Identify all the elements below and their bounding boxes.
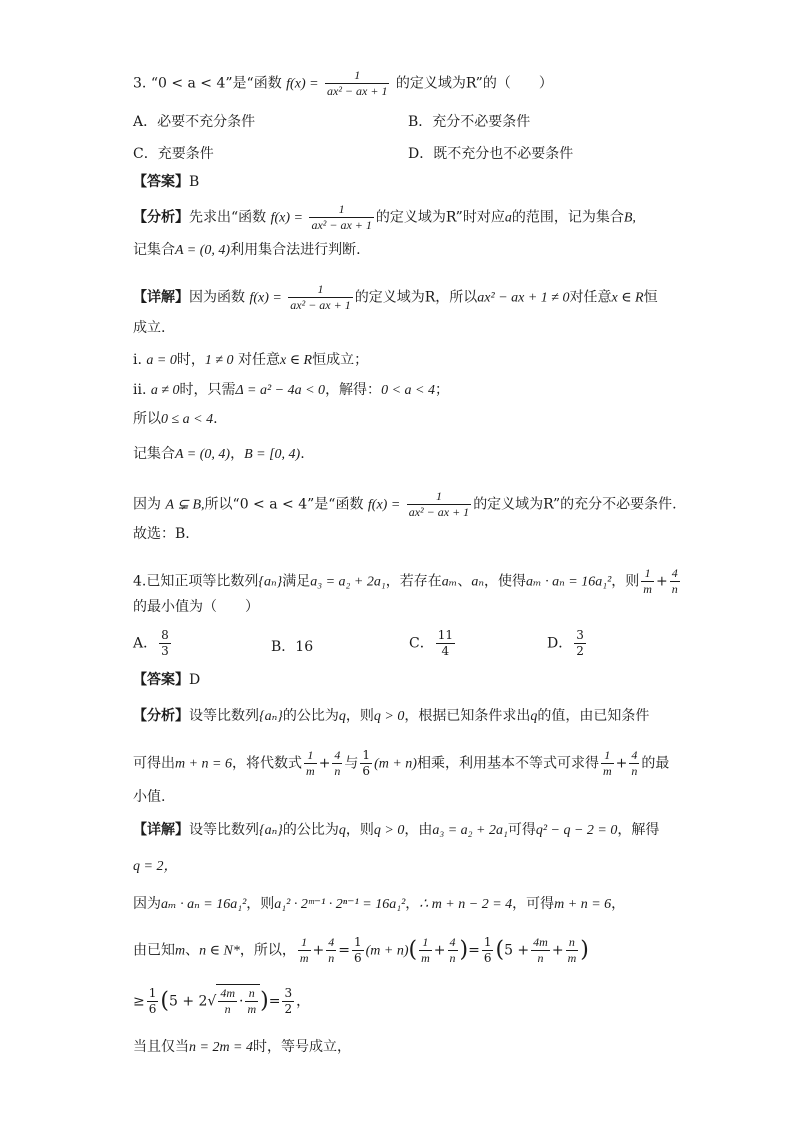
q4-stem-plus: + xyxy=(655,573,668,590)
q3-detail-inequality: ax² − ax + 1 ≠ 0 xyxy=(477,290,570,306)
q4-known-frac4-den: n xyxy=(449,951,456,965)
q4-known-frac3 xyxy=(419,935,432,966)
q4-detail-seq: {aₙ} xyxy=(259,823,283,838)
q4-known-close-paren2: ) xyxy=(580,937,589,963)
q4-option-d xyxy=(547,628,588,659)
q3-set-text-a: 记集合 xyxy=(133,446,175,462)
q4-analysis-text-b: 的公比为 xyxy=(282,708,339,724)
q4-analysis-text-g: 的值，由已知条件 xyxy=(537,708,650,724)
q4-stem-text-d: 、 xyxy=(457,573,472,590)
q4-ineq-n-den: m xyxy=(247,1002,257,1016)
q3-case-ii-discriminant: Δ = a² − 4a < 0 xyxy=(235,383,326,398)
q4-known-sixth2-num: 1 xyxy=(483,935,492,949)
q3-because-frac-num: 1 xyxy=(407,489,471,505)
q3-detail-fraction xyxy=(288,282,352,313)
q3-case-ii-cond: a ≠ 0 xyxy=(150,383,180,398)
q3-analysis-line1 xyxy=(133,202,636,233)
q4-analysis-seq: {aₙ} xyxy=(259,709,283,724)
q4-known-five: 5 + xyxy=(504,942,530,959)
q3-analysis-frac-den: ax² − ax + 1 xyxy=(311,218,372,232)
q3-case-i-ineq: 1 ≠ 0 xyxy=(204,353,234,368)
q3-set-line xyxy=(133,447,305,462)
q4-frac1-den: m xyxy=(643,582,652,596)
q4-analysis2-frac2-num: 4 xyxy=(334,748,341,762)
q4-known-n-num: n xyxy=(566,935,579,951)
q4-stem xyxy=(133,566,682,597)
q4-known-n-natural: n ∈ N* xyxy=(199,943,240,959)
q3-case-ii-text-e: ，解得： xyxy=(325,382,382,398)
q3-answer-tag: 【答案】 xyxy=(133,174,189,190)
q4-analysis2-frac1-num: 1 xyxy=(304,748,317,764)
q4-analysis2-sum-paren: (m + n) xyxy=(374,756,417,772)
q3-because-line xyxy=(133,489,677,520)
q4-known-open-paren2: ( xyxy=(495,937,505,963)
q3-so-text-a: 所以 xyxy=(133,411,161,427)
q4-stem-frac2 xyxy=(670,566,680,597)
q3-so-text-c: . xyxy=(213,411,218,427)
q4-option-a xyxy=(133,628,173,659)
q4-detail-q: q xyxy=(338,823,346,838)
q3-analysis-text-a: 先求出“函数 xyxy=(189,209,267,226)
q4-known-frac2 xyxy=(326,935,336,966)
q3-case-i-text-g: 恒成立； xyxy=(312,352,369,368)
q4-ineq-sixth-num: 1 xyxy=(148,986,157,1000)
q3-case-ii-label: ii. xyxy=(133,382,147,398)
q3-frac-num: 1 xyxy=(325,68,389,84)
q4-option-c-den: 4 xyxy=(441,644,450,658)
q4-because-text-i: ， xyxy=(611,896,626,912)
q4-ineq-result xyxy=(282,986,294,1017)
q4-stem-an: aₙ xyxy=(471,574,485,590)
q4-inequality-line xyxy=(133,984,310,1017)
q4-detail-text-e: ，由 xyxy=(404,822,433,838)
q4-analysis2-sixth-num: 1 xyxy=(362,748,371,762)
q4-ineq-comma: ， xyxy=(296,993,311,1010)
q4-analysis2-frac-sixth xyxy=(360,748,372,779)
q3-set-text-c: ， xyxy=(230,446,245,462)
q4-known-frac2-num: 4 xyxy=(328,935,335,949)
q4-when-text-c: 时，等号成立， xyxy=(253,1039,352,1055)
q3-stem-text-b: 的定义域为R”的（ ） xyxy=(395,75,553,92)
q3-analysis2-text-b: 利用集合法进行判断. xyxy=(230,242,361,258)
q4-detail-cond: a₃ = a₂ + 2a₁ xyxy=(432,823,508,838)
q3-because-fraction xyxy=(407,489,471,520)
q4-analysis-text-a: 设等比数列 xyxy=(189,708,259,724)
q4-stem-text-f: ，则 xyxy=(611,573,640,590)
q3-detail-line2: 成立. xyxy=(133,320,166,336)
q4-known-sixth-den: 6 xyxy=(353,951,362,965)
q4-because-text-a: 因为 xyxy=(133,896,161,912)
q4-analysis2-text-g: 的最 xyxy=(641,755,670,772)
q4-detail-line2: q = 2， xyxy=(133,859,178,874)
q4-stem-text-a: 已知正项等比数列 xyxy=(146,573,259,590)
q3-option-b: B．充分不必要条件 xyxy=(408,114,531,130)
q4-answer-value: D xyxy=(189,672,201,688)
q3-case-ii-text-g: ； xyxy=(434,382,449,398)
q4-known-frac-4m-n xyxy=(531,935,550,966)
q4-known-frac1-num: 1 xyxy=(298,935,311,951)
q4-detail-text-c: ，则 xyxy=(345,822,374,838)
q4-ineq-open-paren: ( xyxy=(160,988,169,1014)
q4-analysis2-frac4-num: 4 xyxy=(631,748,638,762)
q4-analysis2-frac2-den: n xyxy=(334,764,341,778)
q3-because-text-c: 所以“0 < a < 4”是“函数 xyxy=(204,496,364,513)
q4-ineq-close-paren: ) xyxy=(260,988,269,1014)
q3-detail-line1 xyxy=(133,282,658,313)
q4-stem-text-e: ，使得 xyxy=(484,573,527,590)
q3-because-subset: A ⊊ B, xyxy=(165,497,205,513)
q3-detail-text-b: 的定义域为R，所以 xyxy=(354,289,478,306)
q4-analysis2-frac3 xyxy=(601,748,614,779)
q4-frac2-num: 4 xyxy=(671,566,678,580)
q4-analysis2-text-d: 与 xyxy=(344,755,359,772)
q3-analysis-frac-num: 1 xyxy=(309,202,373,218)
q4-ineq-sqrt-body xyxy=(216,984,260,1017)
q3-fraction xyxy=(325,68,389,99)
q3-option-c: C．充要条件 xyxy=(133,146,214,162)
q4-known-text-a: 由已知 xyxy=(133,942,175,959)
q4-known-sum: (m + n) xyxy=(365,943,409,959)
q3-set-text-e: . xyxy=(300,446,305,462)
q3-because-text-a: 因为 xyxy=(133,496,161,513)
q4-detail-q-positive: q > 0 xyxy=(373,823,405,838)
q4-known-close-paren: ) xyxy=(459,937,469,963)
q3-analysis-text-b: 的定义域为R”时对应 xyxy=(375,209,505,226)
q4-detail-equation: q² − q − 2 = 0 xyxy=(535,823,618,838)
q4-known-sixth xyxy=(352,935,364,966)
q4-known-plus: + xyxy=(312,942,325,959)
q3-detail-function: f(x) = xyxy=(249,290,282,306)
q4-option-d-label: D． xyxy=(547,635,573,652)
q3-function-expr: f(x) = xyxy=(286,76,319,92)
q4-known-frac1-den: m xyxy=(299,951,309,965)
q4-stem-text-b: 满足 xyxy=(282,573,311,590)
q4-because-text-c: ，则 xyxy=(246,896,275,912)
q4-option-a-num: 8 xyxy=(161,628,169,642)
q4-analysis-line3: 小值. xyxy=(133,789,166,805)
q4-analysis2-sixth-den: 6 xyxy=(362,764,371,778)
q4-answer-tag: 【答案】 xyxy=(133,672,189,688)
q4-stem-line2: 的最小值为（ ） xyxy=(133,599,259,615)
q4-known-n-den: m xyxy=(567,951,577,965)
q3-case-i-text-c: 时， xyxy=(176,352,205,368)
q4-stem-text-c: ，若存在 xyxy=(385,573,442,590)
q3-choose: 故选：B. xyxy=(133,526,190,542)
q3-detail-tag: 【详解】 xyxy=(133,289,189,306)
q4-analysis2-frac1 xyxy=(304,748,317,779)
q3-because-text-d: 的定义域为R”的充分不必要条件. xyxy=(473,496,677,513)
q4-analysis2-frac3-num: 1 xyxy=(601,748,614,764)
q4-because-product: aₘ · aₙ = 16a₁² xyxy=(161,897,247,912)
q4-stem-frac1 xyxy=(641,566,654,597)
q4-ineq-result-num: 3 xyxy=(284,986,293,1000)
q3-analysis-fraction xyxy=(309,202,373,233)
q4-detail-text-b: 的公比为 xyxy=(282,822,339,838)
q3-because-frac-den: ax² − ax + 1 xyxy=(408,505,470,519)
q3-case-i-text-e: 对任意 xyxy=(237,352,280,368)
q3-detail-text-a: 因为函数 xyxy=(189,289,245,306)
q4-analysis-text-e: ，根据已知条件求出 xyxy=(404,708,531,724)
q4-analysis2-frac4-den: n xyxy=(631,764,638,778)
q3-detail-text-d: 对任意 xyxy=(569,289,612,306)
q4-detail-text-a: 设等比数列 xyxy=(189,822,259,838)
q4-known-sixth2-den: 6 xyxy=(483,951,492,965)
q4-ineq-five-two: 5 + 2 xyxy=(168,993,208,1010)
q4-detail-line1 xyxy=(133,823,659,838)
q3-case-ii xyxy=(133,383,449,398)
q4-ineq-result-den: 2 xyxy=(284,1002,293,1016)
q4-known-frac-n-m xyxy=(566,935,579,966)
q3-case-i-label: i. xyxy=(133,352,142,368)
q4-known-m: m xyxy=(175,943,186,959)
q4-analysis-q2: q xyxy=(530,709,538,724)
q4-known-sixth-num: 1 xyxy=(353,935,362,949)
q4-analysis2-text-a: 可得出 xyxy=(133,755,175,772)
q4-known-4m-den: n xyxy=(537,951,544,965)
q4-known-frac4-num: 4 xyxy=(449,935,456,949)
q4-analysis-text-c: ，则 xyxy=(345,708,374,724)
q4-ineq-geq: ≥ xyxy=(133,993,145,1010)
q3-because-function: f(x) = xyxy=(367,497,401,513)
q3-analysis-set-b: B, xyxy=(623,210,636,226)
q4-frac1-num: 1 xyxy=(641,566,654,582)
q4-known-plus3: + xyxy=(551,942,564,959)
q4-known-eq3: = xyxy=(468,942,480,959)
q4-answer xyxy=(133,673,200,687)
q4-analysis-tag: 【分析】 xyxy=(133,708,189,724)
q4-known-open-paren: ( xyxy=(408,937,418,963)
q3-detail-frac-den: ax² − ax + 1 xyxy=(290,298,351,312)
q4-analysis-line1 xyxy=(133,709,649,724)
q4-option-c-label: C． xyxy=(409,635,434,652)
q4-option-c xyxy=(409,628,457,659)
q4-known-text-c: 、 xyxy=(185,942,200,959)
q3-so-range: 0 ≤ a < 4 xyxy=(161,412,214,427)
q3-case-ii-range: 0 < a < 4 xyxy=(381,383,435,398)
q3-analysis-function: f(x) = xyxy=(270,210,303,226)
q3-number: 3. xyxy=(133,75,147,92)
q4-known-sixth2 xyxy=(482,935,494,966)
q4-because-line xyxy=(133,897,625,912)
q4-analysis2-text-f: 相乘，利用基本不等式可求得 xyxy=(416,755,599,772)
q3-detail-domain: x ∈ R xyxy=(611,290,644,306)
q4-ineq-eq: = xyxy=(268,993,281,1010)
q4-number: 4. xyxy=(133,573,147,590)
q3-detail-text-f: 恒 xyxy=(643,289,658,306)
q4-analysis2-frac2 xyxy=(332,748,342,779)
q3-so-line xyxy=(133,412,218,427)
q4-stem-eq: aₘ · aₙ = 16a₁² xyxy=(526,574,612,590)
q4-stem-seq: {aₙ} xyxy=(258,574,283,590)
q4-ineq-frac-4m-n xyxy=(218,986,237,1017)
q4-known-plus2: + xyxy=(433,942,446,959)
q4-option-b: B．16 xyxy=(271,639,314,655)
q4-because-therefore: ∴ m + n − 2 = 4 xyxy=(419,897,513,912)
q4-because-text-e: ， xyxy=(405,896,420,912)
q4-known-4m-num: 4m xyxy=(533,935,548,949)
q3-analysis-tag: 【分析】 xyxy=(133,209,189,226)
q3-set-a: A = (0, 4) xyxy=(175,447,231,462)
q4-analysis-q: q xyxy=(338,709,346,724)
q4-analysis2-sum: m + n = 6 xyxy=(175,756,233,772)
q4-option-d-num: 3 xyxy=(576,628,584,642)
q4-analysis2-frac1-den: m xyxy=(306,764,315,778)
q3-set-b: B = [0, 4) xyxy=(244,447,301,462)
q4-analysis2-frac4 xyxy=(629,748,639,779)
q4-option-d-frac xyxy=(574,628,586,659)
q4-because-expand: a₁² · 2ᵐ⁻¹ · 2ⁿ⁻¹ = 16a₁² xyxy=(274,897,406,912)
q4-option-a-den: 3 xyxy=(161,644,169,658)
q4-when-line xyxy=(133,1040,351,1055)
q4-stem-cond: a₃ = a₂ + 2a₁ xyxy=(310,574,386,590)
q3-analysis2-text-a: 记集合 xyxy=(133,242,175,258)
q4-because-sum: m + n = 6 xyxy=(554,897,612,912)
q4-known-text-e: ，所以， xyxy=(239,942,296,959)
q4-analysis2-plus: + xyxy=(318,755,331,772)
q4-known-frac1 xyxy=(298,935,311,966)
q4-stem-am: aₘ xyxy=(441,574,458,590)
q4-known-frac3-den: m xyxy=(421,951,430,965)
q4-ineq-frac-n-m xyxy=(245,986,258,1017)
q3-detail-frac-num: 1 xyxy=(288,282,352,298)
q3-answer xyxy=(133,175,199,189)
q4-frac2-den: n xyxy=(671,582,678,596)
q4-when-cond: n = 2m = 4 xyxy=(189,1040,254,1055)
q4-detail-text-g: 可得 xyxy=(507,822,536,838)
q4-ineq-4m-den: n xyxy=(224,1002,231,1016)
q3-case-i xyxy=(133,353,368,368)
q4-option-d-den: 2 xyxy=(576,644,584,658)
q4-known-line xyxy=(133,935,589,966)
q4-known-frac4 xyxy=(448,935,458,966)
q3-frac-den: ax² − ax + 1 xyxy=(327,84,388,98)
q4-analysis2-text-c: ，将代数式 xyxy=(232,755,303,772)
q3-option-a: A．必要不充分条件 xyxy=(133,114,256,130)
q3-case-i-domain: x ∈ R xyxy=(279,353,313,368)
q4-option-a-label: A． xyxy=(133,635,158,652)
q4-known-eq1: = xyxy=(338,942,350,959)
q4-ineq-sixth xyxy=(147,986,159,1017)
q4-ineq-sixth-den: 6 xyxy=(148,1002,157,1016)
q3-case-i-cond: a = 0 xyxy=(146,353,177,368)
q4-analysis2-plus2: + xyxy=(615,755,628,772)
q4-analysis2-frac3-den: m xyxy=(602,764,612,778)
q4-because-text-g: ，可得 xyxy=(512,896,555,912)
q3-analysis-line2 xyxy=(133,243,361,258)
q4-analysis-line2 xyxy=(133,748,669,779)
q3-stem xyxy=(133,68,553,99)
q3-option-d: D．既不充分也不必要条件 xyxy=(408,146,574,162)
q3-stem-text-a: “0 < a < 4”是“函数 xyxy=(150,75,282,92)
q4-ineq-sqrt-sign: √ xyxy=(207,993,217,1010)
q3-analysis-text-d: 的范围，记为集合 xyxy=(511,209,624,226)
q3-answer-value: B xyxy=(189,174,200,190)
q3-analysis2-set: A = (0, 4) xyxy=(175,243,231,258)
q4-ineq-dot: · xyxy=(239,993,244,1010)
q4-when-text-a: 当且仅当 xyxy=(133,1039,189,1055)
q4-known-frac2-den: n xyxy=(328,951,335,965)
q4-known-frac3-num: 1 xyxy=(419,935,432,951)
q4-option-c-frac xyxy=(436,628,455,659)
q4-option-c-num: 11 xyxy=(437,628,453,642)
q3-analysis-var-a: a xyxy=(504,210,512,226)
q4-detail-tag: 【详解】 xyxy=(133,822,189,838)
q4-option-a-frac xyxy=(159,628,171,659)
q4-ineq-n-num: n xyxy=(245,986,258,1002)
q4-analysis-q-positive: q > 0 xyxy=(373,709,405,724)
q3-case-ii-text-c: 时，只需 xyxy=(179,382,236,398)
q4-detail-text-i: ，解得 xyxy=(617,822,660,838)
q4-ineq-4m-num: 4m xyxy=(220,986,236,1000)
